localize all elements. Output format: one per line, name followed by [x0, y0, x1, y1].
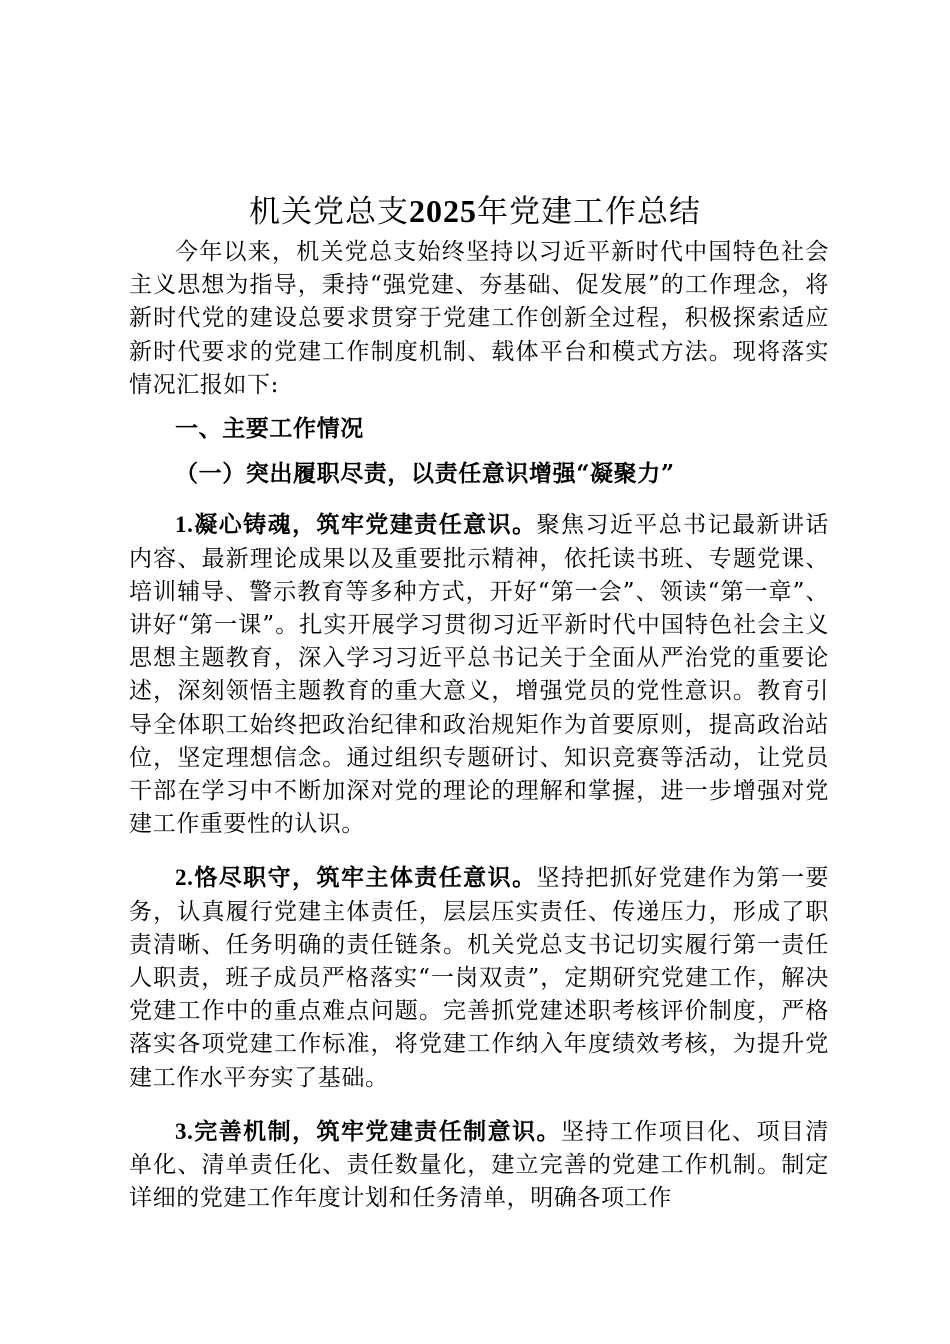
- list-item: [129, 1115, 829, 1216]
- item-lead: 恪尽职守，筑牢主体责任意识。: [193, 864, 537, 892]
- title-prefix: 机关党总支: [249, 193, 409, 230]
- title-suffix: 年党建工作总结: [477, 193, 701, 230]
- item-number: 1.: [175, 512, 194, 538]
- section-heading: 一、主要工作情况: [175, 415, 364, 443]
- item-number: 2.: [175, 865, 194, 891]
- item-text: 聚焦习近平总书记最新讲话内容、最新理论成果以及重要批示精神，依托读书班、专题党课、培训辅导、警示教育等多种方式，开好“第一会”、领读“第一章”、讲好“第一课”。扎实开展学习贯彻习近平新时代中国特色社会主义思想主题教育，深入学习习近平总书记关于全面从严治党的重要论述，深刻领悟主题教育的重大意义，增强党员的党性意识。教育引导全体职工始终把政治纪律和政治规矩作为首要原则，提高政治站位，坚定理想信念。通过组织专题研讨、知识竞赛等活动，让党员干部在学习中不断加深对党的理论的理解和掌握，进一步增强对党建工作重要性的认识。: [129, 512, 829, 838]
- title-year: 2025: [409, 192, 477, 229]
- list-item: [129, 861, 829, 1094]
- item-text: 坚持把抓好党建作为第一要务，认真履行党建主体责任，层层压实责任、传递压力，形成了职责清晰、任务明确的责任链条。机关党总支书记切实履行第一责任人职责，班子成员严格落实“一岗双责”，定期研究党建工作，解决党建工作中的重点难点问题。完善抓党建述职考核评价制度，严格落实各项党建工作标准，将党建工作纳入年度绩效考核，为提升党建工作水平夯实了基础。: [129, 865, 829, 1091]
- list-item: [129, 508, 829, 841]
- item-number: 3.: [175, 1118, 194, 1144]
- item-lead: 凝心铸魂，筑牢党建责任意识。: [193, 511, 537, 539]
- item-text: 坚持工作项目化、项目清单化、清单责任化、责任数量化，建立完善的党建工作机制。制定详细的党建工作年度计划和任务清单，明确各项工作: [129, 1118, 829, 1212]
- item-lead: 完善机制，筑牢党建责任制意识。: [193, 1117, 561, 1145]
- document-body: [129, 236, 829, 1235]
- subsection-heading: （一）突出履职尽责，以责任意识增强“凝聚力”: [175, 460, 675, 488]
- intro-paragraph: 今年以来，机关党总支始终坚持以习近平新时代中国特色社会主义思想为指导，秉持“强党建、夯基础、促发展”的工作理念，将新时代党的建设总要求贯穿于党建工作创新全过程，积极探索适应新时代要求的党建工作制度机制、载体平台和模式方法。现将落实情况汇报如下:: [129, 239, 829, 398]
- document-title: [0, 189, 950, 234]
